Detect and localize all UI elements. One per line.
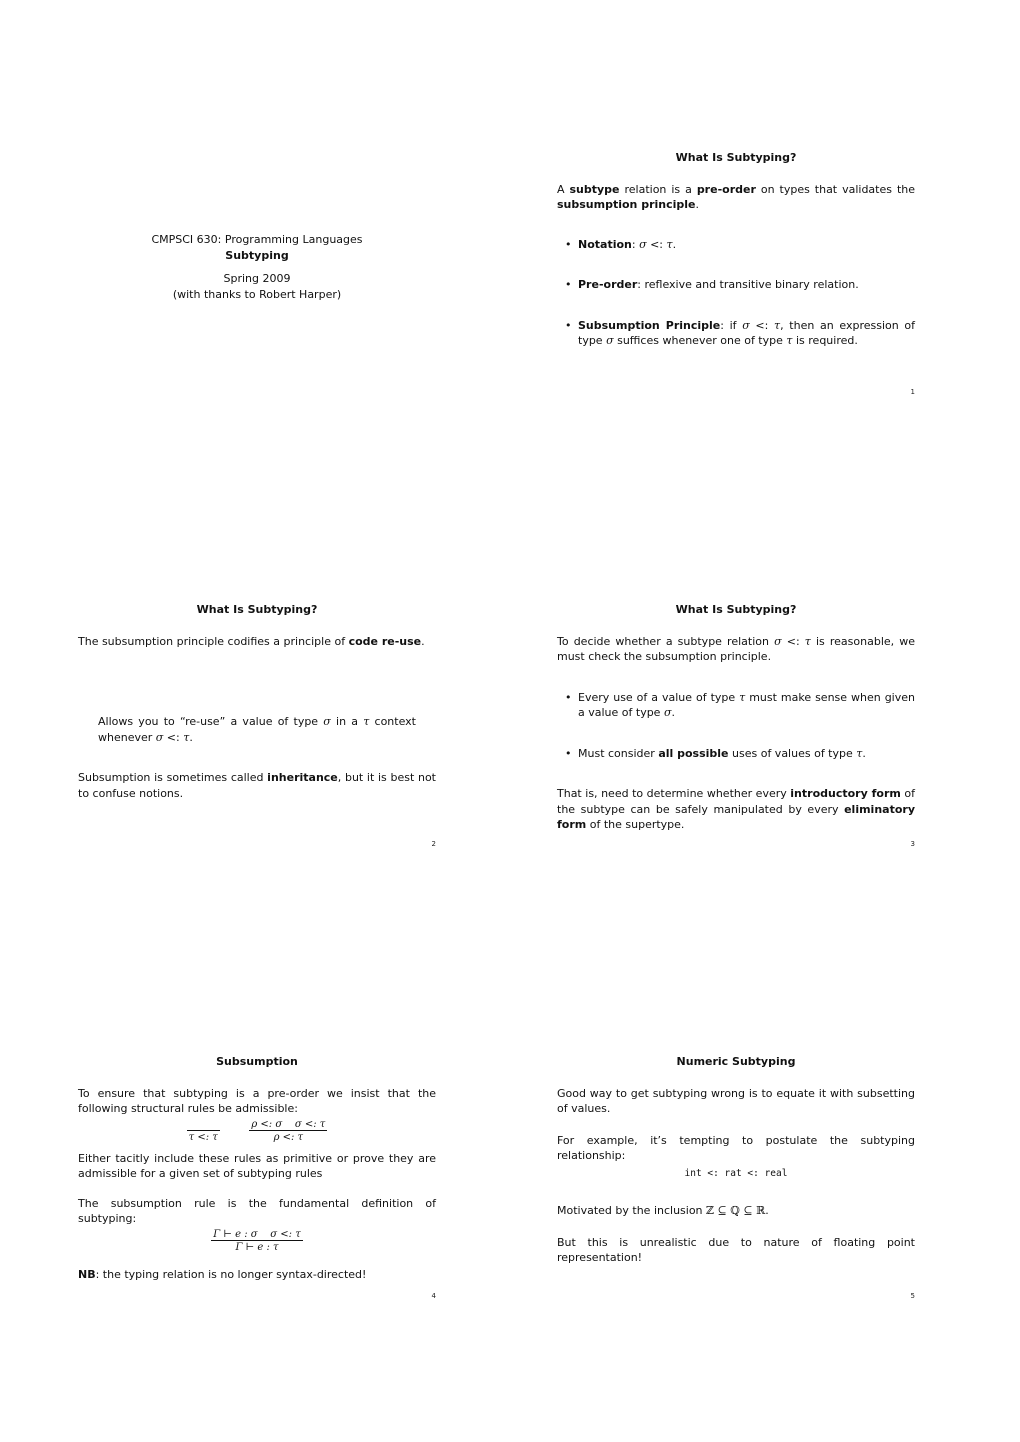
title-slide	[78, 232, 436, 302]
paragraph-tacit: Either tacitly include these rules as primitive or prove they are admissible for a given set of subtyping rules	[78, 1151, 436, 1180]
intro-paragraph: A subtype relation is a pre-order on types that validates the subsumption principle.	[557, 182, 915, 211]
slide-title: Subsumption	[216, 1055, 298, 1068]
definition-list	[557, 237, 915, 349]
bullet-every-use: • Every use of a value of type τ must make sense when given a value of type σ.	[557, 690, 915, 721]
acknowledgement: (with thanks to Robert Harper)	[172, 287, 342, 301]
subsumption-rule: $\frac{\text{Γ ⊢ e : σ σ <: τ}}{\Gamma ⊢ e : \tau}$	[213, 1228, 301, 1253]
page-number: 3	[910, 840, 915, 848]
slide-5	[557, 1054, 915, 1300]
slide-title: What Is Subtyping?	[675, 603, 797, 616]
slide-2	[78, 602, 436, 848]
paragraph-decide: To decide whether a subtype relation σ <: τ is reasonable, we must check the subsumption principle.	[557, 634, 916, 663]
slide-1	[557, 150, 915, 396]
paragraph-subsetting: Good way to get subtyping wrong is to equate it with subsetting of values.	[557, 1086, 915, 1115]
page-number: 2	[431, 840, 436, 848]
reflexivity-rule: τ <: τ	[188, 1131, 218, 1143]
paragraph-forms: That is, need to determine whether every introductory form of the subtype can be safely manipulated by every eliminatory form of the supertype.	[557, 787, 915, 831]
slide-title: What Is Subtyping?	[675, 151, 797, 164]
slide-4	[78, 1054, 436, 1300]
paragraph-reuse-detail: Allows you to “re-use” a value of type σ in a τ context whenever σ <: τ.	[98, 715, 416, 744]
page-number: 5	[910, 1292, 915, 1300]
page-number: 4	[431, 1292, 436, 1300]
structural-rules	[78, 1119, 436, 1143]
slide-3	[557, 602, 916, 848]
paragraph-inclusion: Motivated by the inclusion ℤ ⊆ ℚ ⊆ ℝ.	[557, 1204, 769, 1217]
bullet-preorder: • Pre-order: reflexive and transitive binary relation.	[557, 277, 915, 293]
subsumption-rule-block	[78, 1229, 436, 1253]
transitivity-rule: $\frac{\text{ρ <: σ σ <: τ}}{\rho <: \tau}$	[251, 1118, 326, 1143]
course-name: CMPSCI 630: Programming Languages	[151, 233, 363, 246]
paragraph-floating-point: But this is unrealistic due to nature of floating point representation!	[557, 1235, 915, 1264]
paragraph-code-reuse: The subsumption principle codifies a principle of code re-use.	[78, 634, 425, 648]
bullet-all-uses: • Must consider all possible uses of values of type τ.	[557, 746, 915, 762]
paragraph-fundamental: The subsumption rule is the fundamental definition of subtyping:	[78, 1196, 436, 1225]
paragraph-inheritance: Subsumption is sometimes called inheritance, but it is best not to confuse notions.	[78, 771, 436, 800]
term: Spring 2009	[223, 272, 291, 285]
bullet-notation: • Notation: σ <: τ.	[557, 237, 915, 253]
paragraph-preorder: To ensure that subtyping is a pre-order we insist that the following structural rules be admissible:	[78, 1086, 436, 1115]
page-number: 1	[910, 388, 915, 396]
slide-title: Numeric Subtyping	[676, 1055, 796, 1068]
topic-title: Subtyping	[225, 248, 289, 262]
paragraph-tempting: For example, it’s tempting to postulate the subtyping relationship:	[557, 1133, 915, 1162]
nb-note: NB: the typing relation is no longer syntax-directed!	[78, 1267, 367, 1281]
numeric-relation-code: int <: rat <: real	[684, 1167, 788, 1179]
check-list	[557, 690, 915, 762]
bullet-subsumption: • Subsumption Principle: if σ <: τ, then an expression of type σ suffices whenever one of type τ is required.	[557, 318, 915, 349]
slide-title: What Is Subtyping?	[196, 603, 318, 616]
